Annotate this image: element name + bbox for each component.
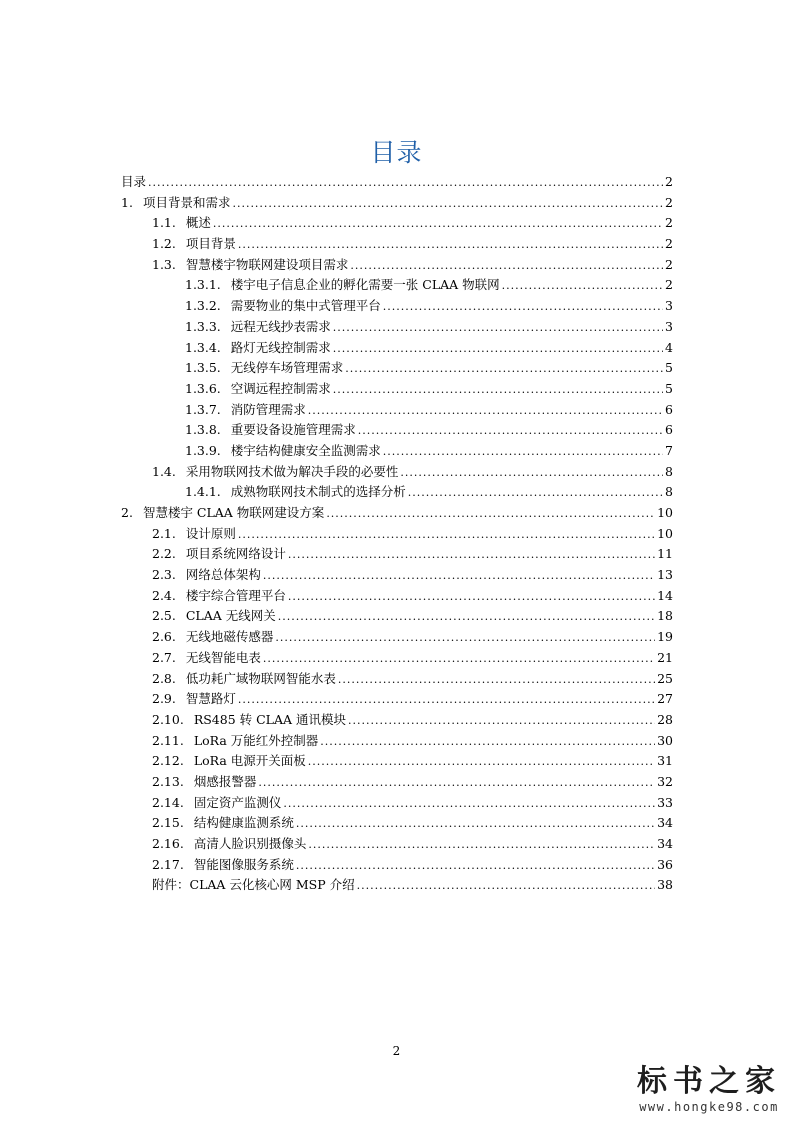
- toc-entry-number: 2.10.: [152, 711, 184, 727]
- toc-entry[interactable]: [121, 689, 673, 710]
- toc-entry[interactable]: [121, 317, 673, 338]
- toc-dot-leader: [308, 752, 655, 773]
- toc-entry-page: 2: [665, 277, 673, 293]
- toc-entry-title: 无线停车场管理需求: [230, 360, 344, 376]
- toc-entry[interactable]: [121, 255, 673, 276]
- toc-entry-page: 8: [665, 463, 673, 479]
- toc-entry[interactable]: [121, 565, 673, 586]
- toc-entry-number: 1.3.7.: [185, 401, 221, 417]
- toc-dot-leader: [263, 649, 655, 670]
- toc-entry-title: 结构健康监测系统: [193, 815, 294, 831]
- toc-dot-leader: [283, 794, 655, 815]
- toc-entry[interactable]: [121, 172, 673, 193]
- toc-entry-number: 1.1.: [152, 215, 176, 231]
- watermark-url: www.hongke98.com: [639, 1100, 779, 1114]
- toc-entry[interactable]: [121, 813, 673, 834]
- toc-entry-title: 概述: [185, 215, 211, 231]
- toc-entry-number: 1.3.3.: [185, 318, 221, 334]
- toc-entry[interactable]: [121, 606, 673, 627]
- page-title: 目录: [370, 138, 423, 167]
- toc-dot-leader: [338, 670, 655, 691]
- toc-entry-number: 1.3.8.: [185, 422, 221, 438]
- toc-entry-number: 2.6.: [152, 629, 176, 645]
- toc-dot-leader: [333, 318, 663, 339]
- toc-dot-leader: [275, 628, 655, 649]
- toc-entry[interactable]: [121, 875, 673, 896]
- toc-dot-leader: [333, 339, 663, 360]
- toc-dot-leader: [213, 214, 663, 235]
- toc-entry-title: 网络总体架构: [185, 567, 261, 583]
- toc-dot-leader: [408, 483, 663, 504]
- toc-dot-leader: [148, 173, 663, 194]
- toc-dot-leader: [278, 607, 655, 628]
- toc-entry-title: 智慧楼宇 CLAA 物联网建设方案: [142, 505, 325, 520]
- page-number: 2: [392, 1044, 401, 1058]
- toc-dot-leader: [308, 835, 655, 856]
- toc-entry[interactable]: [121, 234, 673, 255]
- toc-entry-page: 5: [665, 360, 673, 376]
- toc-entry-title: LoRa 万能红外控制器: [193, 732, 319, 748]
- toc-entry-title: 低功耗广域物联网智能水表: [185, 670, 336, 686]
- toc-entry-page: 31: [657, 753, 673, 769]
- toc-entry-title: 楼宇电子信息企业的孵化需要一张 CLAA 物联网: [230, 277, 500, 293]
- toc-entry-number: 2.7.: [152, 649, 176, 665]
- toc-entry-title: 无线地磁传感器: [185, 629, 274, 645]
- toc-entry-number: 2.11.: [152, 732, 184, 748]
- toc-dot-leader: [238, 525, 655, 546]
- toc-dot-leader: [296, 856, 655, 877]
- toc-entry[interactable]: [121, 213, 673, 234]
- toc-entry[interactable]: [121, 855, 673, 876]
- toc-entry[interactable]: [121, 482, 673, 503]
- toc-entry[interactable]: [121, 751, 673, 772]
- toc-entry-title: 路灯无线控制需求: [230, 339, 331, 355]
- toc-entry-number: 2.3.: [152, 567, 176, 583]
- toc-entry-number: 1.4.1.: [185, 484, 221, 500]
- toc-entry-title: 需要物业的集中式管理平台: [230, 298, 381, 314]
- toc-entry[interactable]: [121, 193, 673, 214]
- toc-entry-page: 27: [657, 691, 673, 707]
- watermark: [637, 1064, 781, 1114]
- toc-entry-number: 2.8.: [152, 670, 176, 686]
- toc-entry[interactable]: [121, 524, 673, 545]
- toc-entry[interactable]: [121, 379, 673, 400]
- toc-entry-page: 4: [665, 339, 673, 355]
- toc-entry-title: 附件：CLAA 云化核心网 MSP 介绍: [152, 877, 355, 893]
- toc-entry-number: 2.12.: [152, 753, 184, 769]
- toc-dot-leader: [238, 235, 663, 256]
- toc-entry[interactable]: [121, 731, 673, 752]
- toc-entry-page: 3: [665, 318, 673, 334]
- toc-dot-leader: [502, 276, 663, 297]
- toc-entry[interactable]: [121, 586, 673, 607]
- toc-entry-title: 项目背景和需求: [142, 194, 231, 210]
- toc-entry-number: 2.15.: [152, 815, 184, 831]
- toc-entry-title: 项目背景: [185, 236, 236, 252]
- toc-entry-number: 1.2.: [152, 236, 176, 252]
- toc-entry[interactable]: [121, 627, 673, 648]
- toc-dot-leader: [288, 545, 655, 566]
- toc-entry-number: 2.17.: [152, 856, 184, 872]
- toc-entry-title: 重要设备设施管理需求: [230, 422, 356, 438]
- toc-entry-number: 1.3.: [152, 256, 176, 272]
- toc-dot-leader: [288, 587, 655, 608]
- toc-entry-page: 11: [657, 546, 673, 562]
- toc-entry-number: 1.3.9.: [185, 442, 221, 458]
- toc-entry-number: 1.3.2.: [185, 298, 221, 314]
- toc-entry-page: 14: [657, 587, 673, 603]
- toc-entry-number: 1.3.1.: [185, 277, 221, 293]
- toc-entry-title: 楼宇综合管理平台: [185, 587, 286, 603]
- toc-entry-title: 目录: [121, 174, 147, 189]
- toc-entry-title: 设计原则: [185, 525, 236, 541]
- toc-entry-page: 28: [657, 711, 673, 727]
- toc-dot-leader: [345, 359, 663, 380]
- toc-entry-page: 10: [657, 505, 673, 520]
- toc-dot-leader: [238, 690, 655, 711]
- toc-entry[interactable]: [121, 462, 673, 483]
- toc-dot-leader: [357, 876, 655, 897]
- toc-entry-page: 19: [657, 629, 673, 645]
- toc-entry[interactable]: [121, 338, 673, 359]
- toc-entry-title: 高清人脸识别摄像头: [193, 836, 307, 851]
- toc-entry-number: 2.14.: [152, 794, 184, 810]
- watermark-logo-text: 标书之家: [637, 1064, 781, 1099]
- toc-entry[interactable]: [121, 648, 673, 669]
- toc-entry-title: 远程无线抄表需求: [230, 318, 331, 334]
- toc-dot-leader: [326, 504, 655, 525]
- toc-entry-title: CLAA 无线网关: [185, 608, 276, 624]
- toc-entry-page: 30: [657, 732, 673, 748]
- toc-entry-title: 无线智能电表: [185, 649, 261, 665]
- toc-entry-page: 13: [657, 567, 673, 583]
- toc-entry[interactable]: [121, 503, 673, 524]
- toc-entry[interactable]: [121, 358, 673, 379]
- toc-entry-number: 2.9.: [152, 691, 176, 707]
- toc-entry-number: 2.1.: [152, 525, 176, 541]
- toc-entry[interactable]: [121, 420, 673, 441]
- toc-entry-page: 38: [657, 877, 673, 893]
- toc-entry-number: 2.5.: [152, 608, 176, 624]
- toc-entry[interactable]: [121, 296, 673, 317]
- toc-entry-page: 33: [657, 794, 673, 810]
- toc-entry-page: 25: [657, 670, 673, 686]
- toc-entry[interactable]: [121, 400, 673, 421]
- toc-entry-title: RS485 转 CLAA 通讯模块: [193, 711, 346, 727]
- toc-entry[interactable]: [121, 544, 673, 565]
- toc-entry-page: 8: [665, 484, 673, 500]
- toc-entry-number: 1.3.5.: [185, 360, 221, 376]
- toc-entry[interactable]: [121, 834, 673, 855]
- toc-entry-page: 7: [665, 442, 673, 458]
- toc-dot-leader: [383, 442, 663, 463]
- toc-dot-leader: [296, 814, 655, 835]
- toc-entry-title: LoRa 电源开关面板: [193, 753, 306, 769]
- toc-entry-title: 采用物联网技术做为解决手段的必要性: [185, 463, 399, 479]
- toc-entry-page: 2: [665, 215, 673, 231]
- toc-dot-leader: [350, 256, 663, 277]
- toc-dot-leader: [400, 463, 663, 484]
- table-of-contents: [121, 172, 673, 896]
- toc-entry-page: 3: [665, 298, 673, 314]
- toc-entry[interactable]: [121, 669, 673, 690]
- toc-entry-title: 烟感报警器: [193, 773, 257, 789]
- toc-entry-page: 6: [665, 401, 673, 417]
- toc-entry-title: 消防管理需求: [230, 401, 306, 417]
- toc-entry-page: 2: [665, 174, 673, 189]
- toc-dot-leader: [258, 773, 655, 794]
- toc-entry-page: 32: [657, 773, 673, 789]
- toc-entry-title: 智能图像服务系统: [193, 856, 294, 872]
- toc-dot-leader: [232, 194, 663, 215]
- toc-entry[interactable]: [121, 441, 673, 462]
- toc-dot-leader: [348, 711, 655, 732]
- toc-dot-leader: [263, 566, 655, 587]
- toc-dot-leader: [383, 297, 663, 318]
- toc-entry-page: 21: [657, 649, 673, 665]
- toc-dot-leader: [358, 421, 663, 442]
- toc-entry-number: 1.4.: [152, 463, 176, 479]
- toc-entry[interactable]: [121, 793, 673, 814]
- toc-entry-number: 2.16.: [152, 836, 184, 851]
- toc-entry-page: 5: [665, 380, 673, 396]
- toc-entry-title: 项目系统网络设计: [185, 546, 286, 562]
- toc-entry-page: 34: [657, 815, 673, 831]
- toc-entry-page: 2: [665, 194, 673, 210]
- toc-entry-title: 智慧楼宇物联网建设项目需求: [185, 256, 349, 272]
- toc-dot-leader: [308, 401, 663, 422]
- toc-entry-number: 2.2.: [152, 546, 176, 562]
- toc-entry-number: 1.: [121, 194, 133, 210]
- toc-entry-number: 2.13.: [152, 773, 184, 789]
- toc-entry-page: 2: [665, 236, 673, 252]
- toc-entry-page: 34: [657, 836, 673, 851]
- toc-entry-number: 2.4.: [152, 587, 176, 603]
- toc-entry-number: 1.3.6.: [185, 380, 221, 396]
- toc-entry-title: 成熟物联网技术制式的选择分析: [230, 484, 406, 500]
- toc-entry-title: 空调远程控制需求: [230, 380, 331, 396]
- toc-entry-title: 固定资产监测仪: [193, 794, 282, 810]
- toc-dot-leader: [320, 732, 655, 753]
- toc-entry-page: 6: [665, 422, 673, 438]
- toc-entry[interactable]: [121, 275, 673, 296]
- toc-entry-title: 楼宇结构健康安全监测需求: [230, 442, 381, 458]
- toc-entry-page: 36: [657, 856, 673, 872]
- toc-entry-page: 18: [657, 608, 673, 624]
- toc-dot-leader: [333, 380, 663, 401]
- toc-entry[interactable]: [121, 772, 673, 793]
- toc-entry-title: 智慧路灯: [185, 691, 236, 707]
- toc-entry-number: 1.3.4.: [185, 339, 221, 355]
- toc-entry-page: 2: [665, 256, 673, 272]
- toc-entry-page: 10: [657, 525, 673, 541]
- toc-entry[interactable]: [121, 710, 673, 731]
- toc-entry-number: 2.: [121, 505, 133, 520]
